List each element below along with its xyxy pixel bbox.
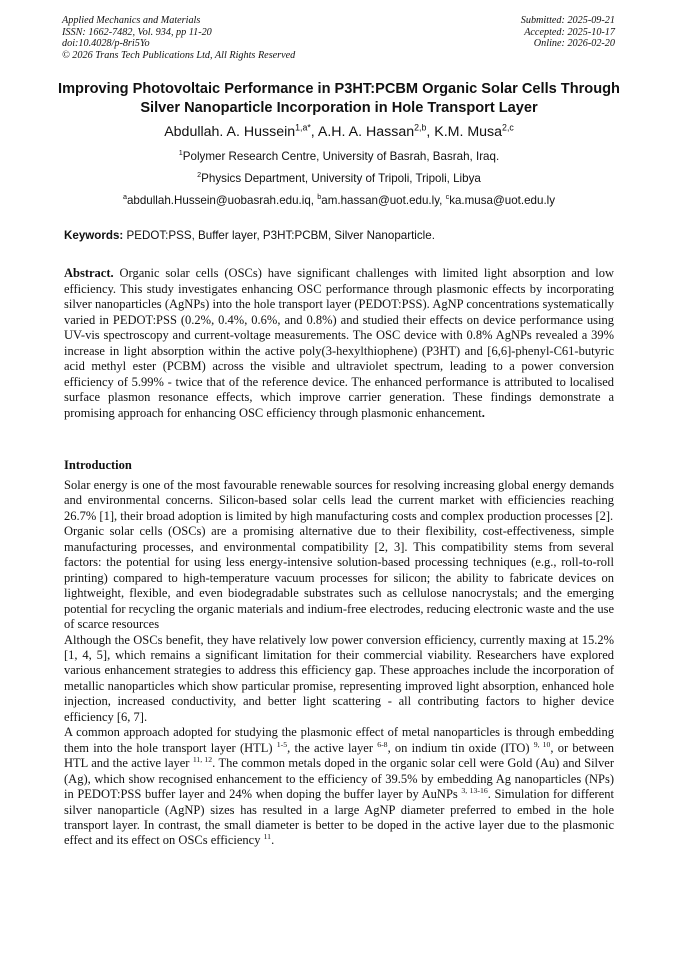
keywords-text: PEDOT:PSS, Buffer layer, P3HT:PCBM, Silver Nanoparticle. [123, 229, 435, 242]
email-link[interactable]: abdullah.Hussein@uobasrah.edu.iq, [126, 194, 318, 207]
abstract-text: Organic solar cells (OSCs) have significant challenges with limited light absorption and low efficiency. This study investigates enhancing OSC performance through plasmonic effects by incorporating silver nanoparticles (AgNPs) into the hole transport layer (PEDOT:PSS). AgNP concentrations systematically varied in PEDOT:PSS (0.2%, 0.4%, 0.6%, and 0.8%) and studied their effects on device performance using UV-vis spectroscopy and current-voltage measurements. The OSC device with 0.8% AgNPs revealed a 39% increase in light absorption within the active poly(3-hexylthiophene) (P3HT) and [6,6]-phenyl-C61-butyric acid methyl ester (PCBM) across the visible and ultraviolet spectrum, leading to a power conversion efficiency of 5.99% - twice that of the reference device. The enhanced performance is attributed to localised surface plasmon resonance effects, which improve carrier generation. These findings demonstrate a promising approach for enhancing OSC efficiency through plasmonic enhancement [64, 266, 614, 420]
paragraph-text: , the active layer [287, 740, 378, 755]
paper-title: Improving Photovoltaic Performance in P3HT:PCBM Organic Solar Cells Through Silver Nanoparticle Incorporation in Hole Transport Layer [58, 81, 620, 116]
affiliation-mark: 1 [178, 148, 183, 158]
email-link[interactable]: ka.musa@uot.edu.ly [449, 194, 556, 207]
citation: 9, 10 [533, 739, 551, 749]
affiliation-text: Physics Department, University of Tripoli, Tripoli, Libya [201, 172, 481, 185]
paragraph: Solar energy is one of the most favourable renewable sources for resolving increasing global energy demands and environmental concerns. Silicon-based solar cells lead the current market with efficiencies reaching 26.7% [1], their broad adoption is limited by high manufacturing costs and complex production processes [2]. [64, 478, 614, 523]
keywords-label: Keywords: [64, 229, 124, 242]
date-accepted: Accepted: 2025-10-17 [524, 26, 615, 38]
author-affiliation-mark: 2,c [502, 122, 514, 133]
keywords [64, 229, 614, 243]
author-separator: , [310, 124, 318, 140]
journal-doi: doi:10.4028/p-8ri5Yo [62, 38, 150, 50]
date-online: Online: 2026-02-20 [533, 38, 615, 50]
paragraph: Although the OSCs benefit, they have relatively low power conversion efficiency, currently maxing at 15.2% [1, 4, 5], which remains a significant limitation for their commercial viability. Researchers have explored various enhancement strategies to address this efficiency gap. These approaches include the incorporation of metallic nanoparticles which show particular promise, representing improved light absorption, enhanced hole injection, increased conductivity, and better light scattering - all contributing factors to higher device efficiency [6, 7]. [64, 632, 614, 724]
author-name: A.H. A. Hassan [317, 124, 415, 140]
author-name: Abdullah. A. Hussein [164, 124, 296, 140]
email-link[interactable]: am.hassan@uot.edu.ly, [321, 194, 446, 207]
author-name: K.M. Musa [434, 124, 503, 140]
email-mark: a [122, 192, 127, 202]
affiliation-mark: 2 [197, 170, 202, 180]
affiliation-2 [40, 172, 638, 186]
journal-issn: ISSN: 1662-7482, Vol. 934, pp 11-20 [62, 26, 212, 38]
paragraph [64, 725, 614, 849]
citation: 6-8 [377, 739, 388, 749]
publication-dates [415, 15, 615, 50]
introduction-body [64, 478, 614, 849]
citation: 1-5 [276, 739, 288, 749]
journal-name: Applied Mechanics and Materials [62, 15, 201, 26]
affiliation-text: Polymer Research Centre, University of Basrah, Basrah, Iraq. [182, 150, 500, 163]
abstract [64, 266, 614, 421]
paragraph-text: , on indium tin oxide (ITO) [387, 740, 534, 755]
paragraph-text: . [271, 833, 275, 848]
paragraph-text: , or between HTL and the active layer [64, 740, 615, 771]
paragraph-text: . The common metals doped in the organic solar cell were Gold (Au) and Silver (Ag), which show recognised enhancement to the efficiency of 39.5% by embedding Ag nanoparticles (NPs) in PEDOT:PSS buffer layer and 24% when doping the buffer layer by AuNPs [64, 756, 614, 802]
date-submitted: Submitted: 2025-09-21 [520, 15, 615, 26]
citation: 3, 13-16 [461, 785, 488, 795]
author-separator: , [426, 124, 435, 140]
citation: 11 [263, 832, 272, 842]
journal-copyright: © 2026 Trans Tech Publications Ltd, All Rights Reserved [62, 49, 296, 61]
paragraph-text: A common approach adopted for studying the plasmonic effect of metal nanoparticles is through embedding them into the hole transport layer (HTL) [64, 725, 614, 755]
email-mark: b [317, 192, 322, 202]
abstract-label: Abstract. [64, 266, 114, 280]
email-list [40, 194, 638, 208]
journal-info [62, 15, 382, 61]
paragraph: Organic solar cells (OSCs) are a promising alternative due to their flexibility, cost-effectiveness, simple manufacturing processes, and environmental compatibility [2, 3]. This compatibility stems from several factors: the potential for using less energy-intensive solution-based processing techniques (e.g., roll-to-roll printing) compared to high-temperature vacuum processes for silicon; the ability to fabricate devices on lightweight, flexible, and even biodegradable substrates such as cellulose nanocrystals; and the emerging potential for recycling the organic materials and indium-free electrodes, reducing electronic waste and the use of scarce resources [64, 524, 614, 632]
author-list [40, 124, 638, 141]
email-mark: c [445, 192, 450, 202]
abstract-end: . [481, 405, 485, 420]
citation: 11, 12 [192, 755, 213, 764]
section-heading-introduction: Introduction [64, 458, 132, 472]
paragraph-text: . Simulation for different silver nanoparticle (AgNP) sizes has resulted in a large AgNP diameter preferred to embed in the hole transport layer. In contrast, the small diameter is better to be doped in the active layer due to the plasmonic effect and its effect on OSCs efficiency [64, 787, 614, 848]
affiliation-1 [40, 150, 638, 164]
author-affiliation-mark: 1,a* [295, 122, 311, 133]
author-affiliation-mark: 2,b [414, 122, 427, 133]
